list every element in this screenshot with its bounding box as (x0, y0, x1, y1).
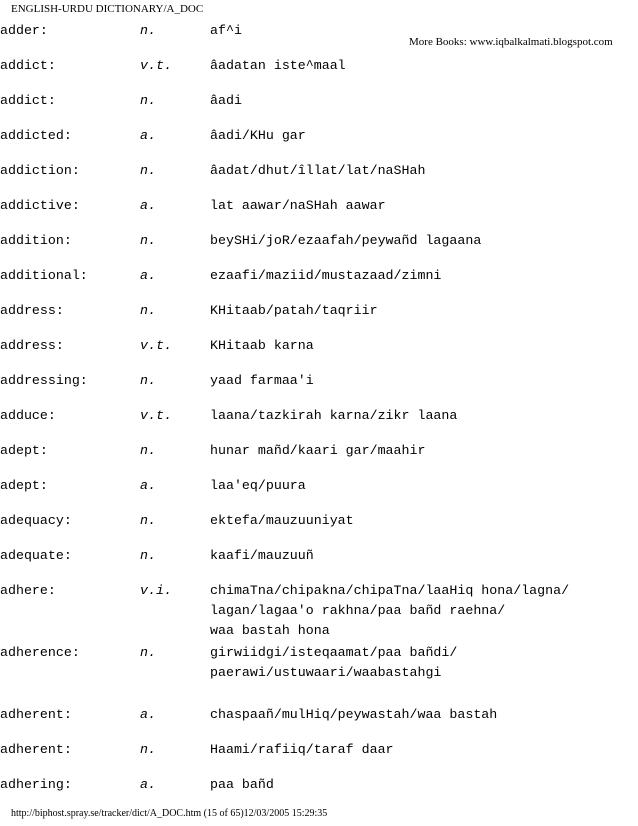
entry-part-of-speech: n. (140, 233, 156, 248)
entry-word: addict: (0, 58, 56, 73)
entry-word: adherent: (0, 742, 72, 757)
entry-word: adequate: (0, 548, 72, 563)
entry-word: address: (0, 303, 64, 318)
entry-word: adherent: (0, 707, 72, 722)
entry-meaning (210, 371, 314, 391)
entry-meaning (210, 126, 306, 146)
page-header-title: ENGLISH-URDU DICTIONARY/A_DOC (11, 3, 204, 15)
entry-word: addition: (0, 233, 72, 248)
entry-word: adduce: (0, 408, 56, 423)
entry-meaning (210, 441, 425, 461)
entry-meaning (210, 740, 394, 760)
entry-meaning-line: âadatan iste^maal (210, 58, 346, 73)
entry-meaning-line: chimaTna/chipakna/chipaTna/laaHiq hona/lagna/ (210, 583, 570, 598)
entry-meaning-line: laana/tazkirah karna/zikr laana (210, 408, 458, 423)
entry-meaning-line: laa'eq/puura (210, 478, 306, 493)
entry-meaning (210, 161, 425, 181)
entry-word: addictive: (0, 198, 80, 213)
entry-word: adept: (0, 478, 48, 493)
entry-meaning (210, 231, 481, 251)
entry-part-of-speech: v.i. (140, 583, 172, 598)
entry-meaning-line: ezaafi/maziid/mustazaad/zimni (210, 268, 442, 283)
entry-meaning (210, 301, 378, 321)
entry-meaning (210, 546, 314, 566)
entry-word: addicted: (0, 128, 72, 143)
entry-meaning (210, 266, 441, 286)
entry-meaning-line: âadat/dhut/îllat/lat/naSHah (210, 163, 426, 178)
entry-part-of-speech: a. (140, 707, 156, 722)
entry-part-of-speech: n. (140, 513, 156, 528)
entry-meaning-line: KHitaab karna (210, 338, 314, 353)
entry-meaning-line: kaafi/mauzuuñ (210, 548, 314, 563)
entry-word: adhere: (0, 583, 56, 598)
entry-meaning (210, 476, 306, 496)
entry-part-of-speech: n. (140, 443, 156, 458)
entry-meaning (210, 643, 457, 683)
entry-meaning-line: lat aawar/naSHah aawar (210, 198, 386, 213)
entry-word: addressing: (0, 373, 88, 388)
entry-part-of-speech: a. (140, 478, 156, 493)
entry-meaning-line: paerawi/ustuwaari/waabastahgi (210, 665, 442, 680)
entry-part-of-speech: n. (140, 23, 156, 38)
entry-part-of-speech: v.t. (140, 58, 172, 73)
entry-meaning-line: yaad farmaa'i (210, 373, 314, 388)
more-books-link[interactable]: More Books: www.iqbalkalmati.blogspot.com (409, 36, 613, 48)
entry-meaning-line: beySHi/joR/ezaafah/peywañd lagaana (210, 233, 482, 248)
entry-meaning-line: lagan/lagaa'o rakhna/paa bañd raehna/ (210, 603, 506, 618)
entry-part-of-speech: v.t. (140, 408, 172, 423)
entry-word: adder: (0, 23, 48, 38)
entry-part-of-speech: v.t. (140, 338, 172, 353)
entry-part-of-speech: a. (140, 268, 156, 283)
entry-part-of-speech: n. (140, 645, 156, 660)
entry-meaning (210, 91, 242, 111)
entry-part-of-speech: a. (140, 777, 156, 792)
entry-meaning (210, 336, 314, 356)
entry-word: address: (0, 338, 64, 353)
entry-meaning (210, 56, 346, 76)
entry-part-of-speech: n. (140, 548, 156, 563)
entry-part-of-speech: n. (140, 742, 156, 757)
entry-word: adequacy: (0, 513, 72, 528)
entry-part-of-speech: n. (140, 163, 156, 178)
entry-word: addict: (0, 93, 56, 108)
entry-part-of-speech: n. (140, 93, 156, 108)
entry-meaning (210, 196, 386, 216)
entry-word: adherence: (0, 645, 80, 660)
entry-meaning-line: chaspaañ/mulHiq/peywastah/waa bastah (210, 707, 498, 722)
entry-word: additional: (0, 268, 88, 283)
entry-meaning (210, 21, 242, 41)
entry-meaning (210, 705, 497, 725)
entry-word: addiction: (0, 163, 80, 178)
entry-word: adhering: (0, 777, 72, 792)
entry-meaning-line: âadi/KHu gar (210, 128, 306, 143)
entry-meaning (210, 511, 354, 531)
entry-meaning-line: âadi (210, 93, 242, 108)
page-footer-url: http://biphost.spray.se/tracker/dict/A_DOC.htm (15 of 65)12/03/2005 15:29:35 (11, 808, 328, 819)
entry-word: adept: (0, 443, 48, 458)
entry-part-of-speech: a. (140, 198, 156, 213)
entry-meaning-line: ektefa/mauzuuniyat (210, 513, 354, 528)
entry-meaning-line: waa bastah hona (210, 623, 330, 638)
entry-part-of-speech: a. (140, 128, 156, 143)
entry-meaning (210, 581, 569, 641)
entry-meaning-line: paa bañd (210, 777, 274, 792)
entry-meaning-line: girwiidgi/isteqaamat/paa bañdi/ (210, 645, 458, 660)
entry-meaning (210, 406, 457, 426)
entry-meaning-line: KHitaab/patah/taqriir (210, 303, 378, 318)
entry-meaning-line: Haami/rafiiq/taraf daar (210, 742, 394, 757)
entry-meaning-line: af^i (210, 23, 242, 38)
entry-part-of-speech: n. (140, 303, 156, 318)
entry-part-of-speech: n. (140, 373, 156, 388)
entry-meaning-line: hunar mañd/kaari gar/maahir (210, 443, 426, 458)
entry-meaning (210, 775, 274, 795)
